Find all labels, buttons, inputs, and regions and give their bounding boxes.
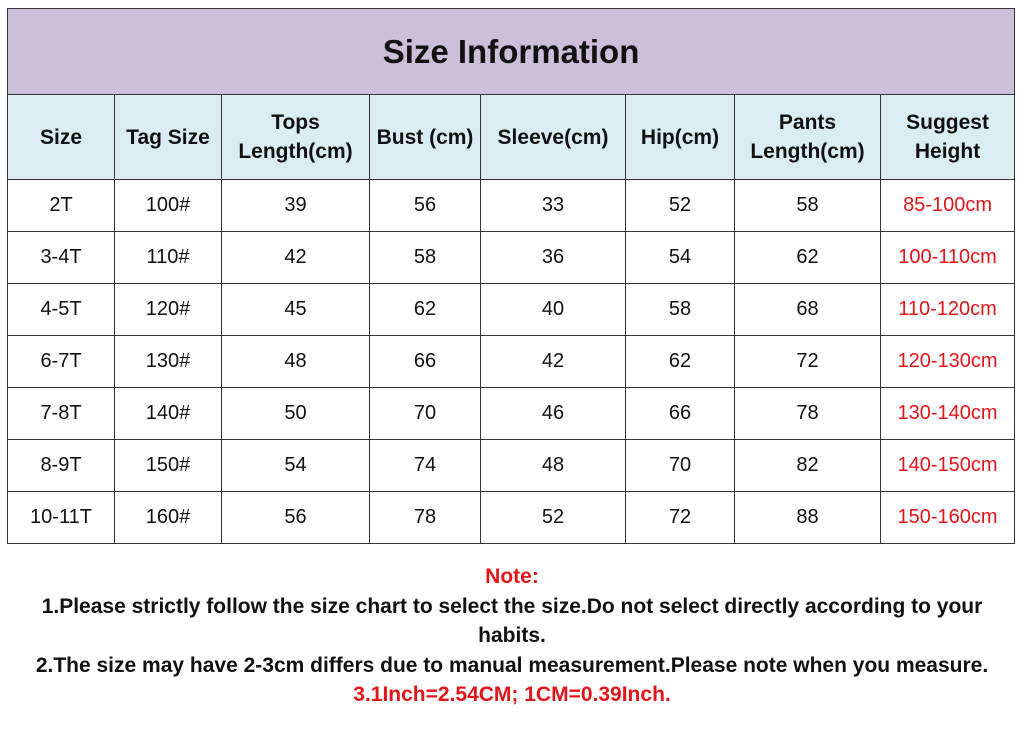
column-header: Sleeve(cm) [481,95,626,180]
table-cell: 68 [735,284,881,336]
table-cell: 140# [115,388,222,440]
table-cell: 88 [735,492,881,544]
table-cell: 58 [626,284,735,336]
table-cell: 130-140cm [881,388,1015,440]
table-cell: 50 [222,388,370,440]
table-row [8,388,1015,440]
column-header: Suggest Height [881,95,1015,180]
table-cell: 56 [370,180,481,232]
table-row [8,284,1015,336]
table-row [8,492,1015,544]
table-cell: 46 [481,388,626,440]
header-row [8,95,1015,180]
table-cell: 3-4T [8,232,115,284]
table-cell: 62 [735,232,881,284]
table-cell: 52 [626,180,735,232]
table-cell: 48 [481,440,626,492]
table-cell: 120# [115,284,222,336]
table-cell: 66 [370,336,481,388]
table-cell: 140-150cm [881,440,1015,492]
table-cell: 120-130cm [881,336,1015,388]
table-cell: 100# [115,180,222,232]
note-line-3: 3.1Inch=2.54CM; 1CM=0.39Inch. [353,683,671,706]
table-cell: 58 [735,180,881,232]
column-header: Bust (cm) [370,95,481,180]
table-cell: 110# [115,232,222,284]
table-cell: 110-120cm [881,284,1015,336]
column-header: Tag Size [115,95,222,180]
table-row [8,232,1015,284]
table-cell: 66 [626,388,735,440]
table-cell: 82 [735,440,881,492]
table-cell: 42 [222,232,370,284]
table-cell: 45 [222,284,370,336]
note-heading: Note: [485,565,539,588]
column-header: Hip(cm) [626,95,735,180]
table-cell: 6-7T [8,336,115,388]
table-cell: 70 [626,440,735,492]
table-cell: 10-11T [8,492,115,544]
table-cell: 36 [481,232,626,284]
table-cell: 48 [222,336,370,388]
table-cell: 8-9T [8,440,115,492]
table-row [8,440,1015,492]
column-header: Pants Length(cm) [735,95,881,180]
table-cell: 150# [115,440,222,492]
notes [0,562,1024,710]
table-cell: 54 [626,232,735,284]
table-cell: 70 [370,388,481,440]
table-cell: 130# [115,336,222,388]
table-cell: 2T [8,180,115,232]
table-cell: 42 [481,336,626,388]
table-cell: 160# [115,492,222,544]
table-cell: 58 [370,232,481,284]
table-cell: 62 [626,336,735,388]
table-cell: 78 [735,388,881,440]
table-cell: 72 [626,492,735,544]
table-row [8,180,1015,232]
table-cell: 74 [370,440,481,492]
table-row [8,336,1015,388]
table-cell: 100-110cm [881,232,1015,284]
table-cell: 33 [481,180,626,232]
note-line-1: 1.Please strictly follow the size chart to select the size.Do not select directly according to your habits. [41,594,983,647]
table-cell: 4-5T [8,284,115,336]
table-cell: 78 [370,492,481,544]
table-title: Size Information [8,9,1015,95]
table-cell: 7-8T [8,388,115,440]
column-header: Size [8,95,115,180]
column-header: Tops Length(cm) [222,95,370,180]
table-cell: 56 [222,492,370,544]
table-cell: 39 [222,180,370,232]
table-cell: 72 [735,336,881,388]
size-table [7,8,1015,544]
table-cell: 52 [481,492,626,544]
table-cell: 85-100cm [881,180,1015,232]
table-cell: 40 [481,284,626,336]
table-cell: 150-160cm [881,492,1015,544]
note-line-2: 2.The size may have 2-3cm differs due to manual measurement.Please note when you measure. [35,653,989,677]
table-cell: 62 [370,284,481,336]
table-cell: 54 [222,440,370,492]
